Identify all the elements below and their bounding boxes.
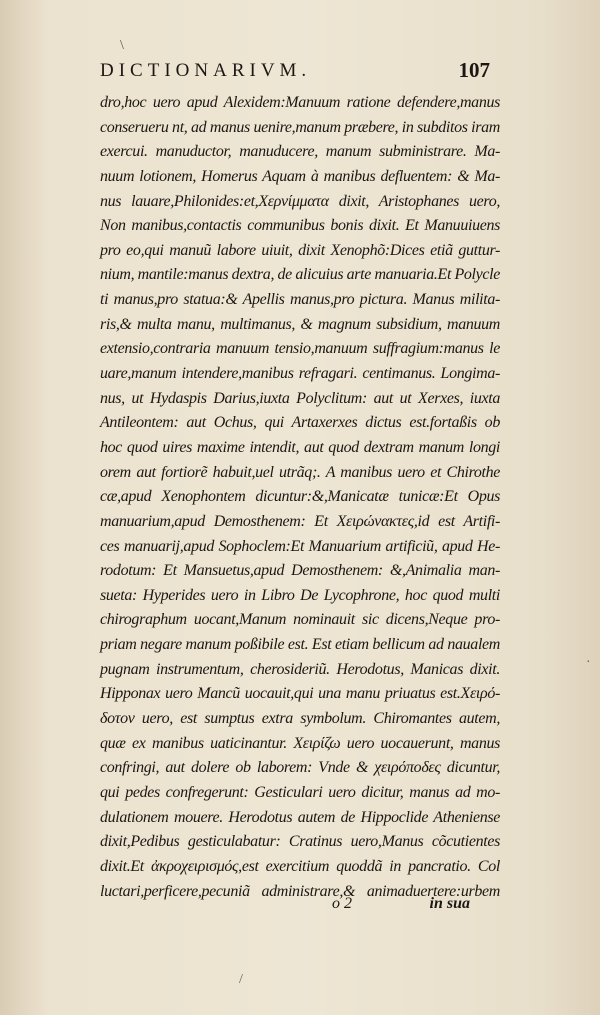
text-line: conserueru nt, ad manus uenire,manum præbere, in subditos iram xyxy=(100,118,500,136)
text-line: pugnam instrumentum, cherosideriũ. Herodotus, Manicas dixit. xyxy=(100,660,500,678)
text-line: exercui. manuductor, manuducere, manum subministrare. Ma- xyxy=(100,143,500,161)
margin-dot: · xyxy=(586,655,591,670)
text-line: dixit,Pedibus gesticulabatur: Cratinus uero,Manus cõcutientes xyxy=(100,833,500,851)
page-number: 107 xyxy=(458,58,490,82)
text-line: nuum lotionem, Homerus Aquam à manibus defluentem: & Ma- xyxy=(100,167,500,185)
text-line: δοτον uero, est sumptus extra symbolum. Chiromantes autem, xyxy=(100,710,500,728)
text-line: luctari,perficere,pecuniã administrare,& animaduertere:urbem xyxy=(100,882,500,900)
text-line: cæ,apud Xenophontem dicuntur:&,Manicatæ tunicæ:Et Opus xyxy=(100,488,500,506)
text-line: ris,& multa manu, multimanus, & magnum subsidium, manuum xyxy=(100,315,500,333)
text-line: qui pedes confregerunt: Gesticulari uero dicitur, manus ad mo- xyxy=(100,783,500,801)
text-line: rodotum: Et Mansuetus,apud Demosthenem: &,Animalia man- xyxy=(100,562,500,580)
text-line: Hipponax uero Mancũ uocauit,qui una manu priuatus est.Χειρό- xyxy=(100,685,500,703)
running-head xyxy=(100,60,490,86)
text-line: uare,manum intendere,manibus refragari. centimanus. Longima- xyxy=(100,365,500,383)
text-line: pro eo,qui manuũ labore uiuit, dixit Xenophõ:Dices etiã guttur- xyxy=(100,241,500,259)
text-line: nium, mantile:manus dextra, de alicuius arte manuaria.Et Polycle xyxy=(100,266,500,284)
stray-mark: \ xyxy=(120,38,124,53)
text-line: priam negare manum poßibile est. Est etiam bellicum ad naualem xyxy=(100,636,500,654)
text-line: ces manuarij,apud Sophoclem:Et Manuarium artificiũ, apud He- xyxy=(100,537,500,555)
text-line: manuarium,apud Demosthenem: Et Χειρώνακτες,id est Artifi- xyxy=(100,512,500,530)
text-block xyxy=(100,91,500,904)
margin-mark: / xyxy=(239,972,243,987)
text-line: confringi, aut dolere ob laborem: Vnde & χειρόποδες dicuntur, xyxy=(100,759,500,777)
text-line: sueta: Hyperides uero in Libro De Lycophrone, hoc quod multi xyxy=(100,586,500,604)
text-line: nus lauare,Philonides:et,Χερνίμματα dixit, Aristophanes uero, xyxy=(100,192,500,210)
text-line: dixit.Et ἀκροχειρισμός,est exercitium quoddã in pancratio. Col xyxy=(100,857,500,875)
text-line: chirographum uocant,Manum nominauit sic dicens,Neque pro- xyxy=(100,611,500,629)
text-line: ti manus,pro statua:& Apellis manus,pro pictura. Manus milita- xyxy=(100,291,500,309)
text-line: dro,hoc uero apud Alexidem:Manuum ratione defendere,manus xyxy=(100,94,500,111)
text-line: dulationem mouere. Herodotus autem de Hippoclide Atheniense xyxy=(100,808,500,826)
text-line: orem aut fortiorẽ habuit,uel utrãq;. A manibus uero et Chirothe xyxy=(100,463,500,481)
text-line: hoc quod uires maxime intendit, aut quod dextram manum longi xyxy=(100,438,500,456)
text-line: Non manibus,contactis communibus bonis dixit. Et Manuuiuens xyxy=(100,217,500,235)
text-line: extensio,contraria manuum tensio,manuum suffragium:manus le xyxy=(100,340,500,358)
signature-line xyxy=(100,895,500,921)
text-line: nus, ut Hydaspis Darius,iuxta Polyclitum: aut ut Xerxes, iuxta xyxy=(100,389,500,407)
running-title: DICTIONARIVM. xyxy=(100,60,312,81)
signature-mark: o 2 xyxy=(332,895,352,912)
text-line: Antileontem: aut Ochus, qui Artaxerxes dictus est.fortaßis ob xyxy=(100,414,500,432)
catchword: in sua xyxy=(429,895,470,912)
text-line: quæ ex manibus uaticinantur. Χειρίζω uero uocauerunt, manus xyxy=(100,734,500,752)
